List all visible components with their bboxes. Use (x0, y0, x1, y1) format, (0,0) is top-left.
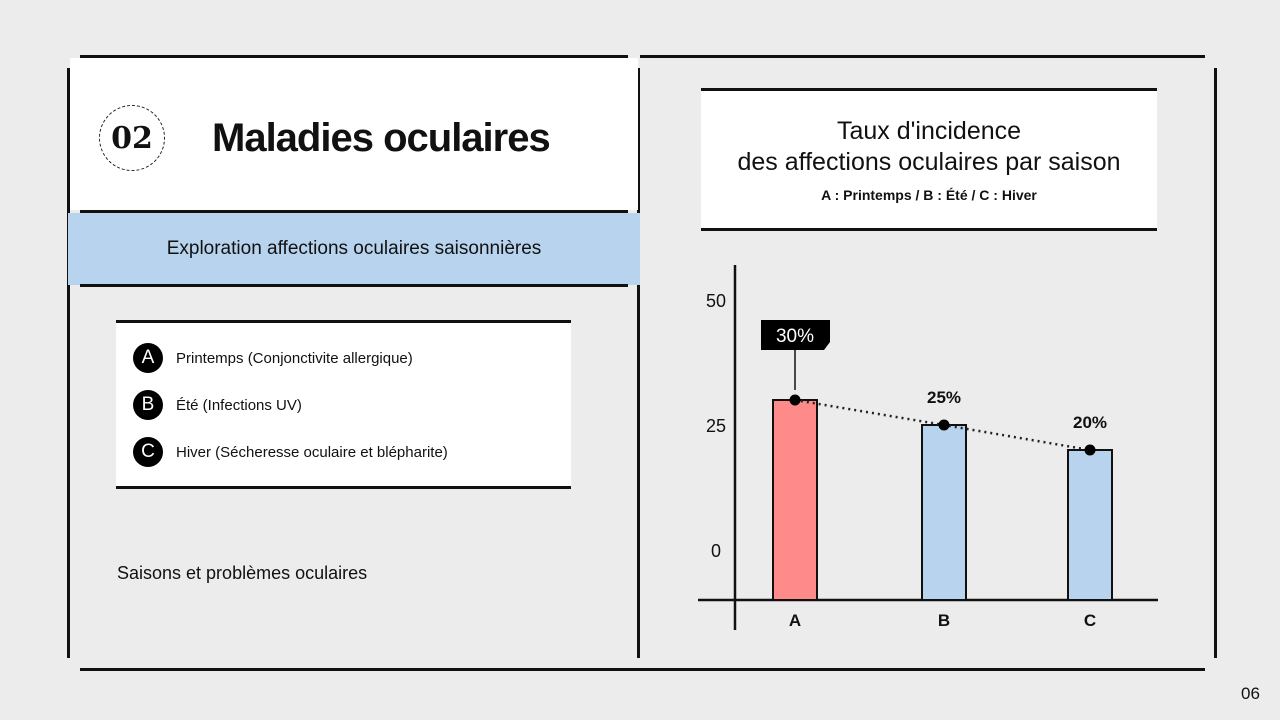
chart-title-line-1: Taux d'incidence (836, 117, 1022, 145)
data-point (1085, 445, 1096, 456)
section-number: 02 (99, 105, 165, 171)
bar (922, 425, 966, 600)
chart-title-line-2: des affections oculaires par saison (737, 148, 1121, 176)
y-tick-label: 0 (710, 541, 722, 561)
data-label: 25% (926, 388, 962, 407)
data-label: 30% (775, 326, 815, 347)
y-tick-label: 25 (705, 416, 727, 436)
bar (1068, 450, 1112, 600)
topic-band-text: Exploration affections oculaires saisonnières (166, 238, 542, 259)
legend-label: Hiver (Sécheresse oculaire et blépharite) (176, 443, 448, 461)
x-tick-label: C (1083, 611, 1097, 630)
page-number: 06 (1241, 684, 1260, 703)
y-tick-label: 50 (705, 291, 727, 311)
section-subtitle: Saisons et problèmes oculaires (117, 563, 368, 583)
legend-letter-a: A (133, 343, 163, 373)
x-tick-label: A (788, 611, 802, 630)
legend-label: Été (Infections UV) (176, 396, 302, 414)
data-label: 20% (1072, 413, 1108, 432)
bar (773, 400, 817, 600)
x-tick-label: B (937, 611, 951, 630)
chart-subtitle: A : Printemps / B : Été / C : Hiver (821, 187, 1037, 203)
page-title: Maladies oculaires (212, 116, 550, 160)
legend-letter-c: C (133, 437, 163, 467)
data-point (790, 395, 801, 406)
legend-letter-b: B (133, 390, 163, 420)
data-point (939, 420, 950, 431)
legend-label: Printemps (Conjonctivite allergique) (176, 349, 413, 367)
